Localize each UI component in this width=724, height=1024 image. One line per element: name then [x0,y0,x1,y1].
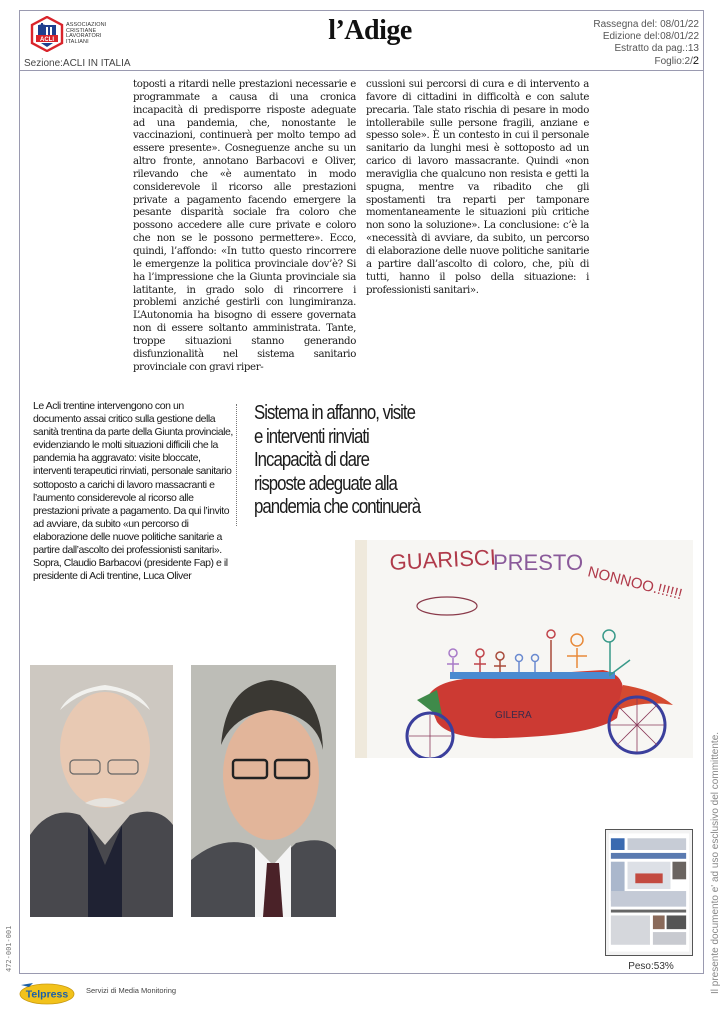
child-drawing-image [355,540,693,758]
estratto-page: Estratto da pag.:13 [614,43,699,54]
headline-line: pandemia che continuerà [254,495,421,518]
newspaper-masthead: l’Adige [328,15,412,46]
foglio-prefix: Foglio:2/ [654,56,693,67]
disclaimer-text: Il presente documento e' ad uso esclusivo del committente. [710,731,721,994]
clipping-meta [593,19,699,68]
acli-logo-text: ACLI [40,37,54,43]
article-column-1: toposti a ritardi nelle prestazioni necessarie e programmate a causa di una cronica incapacità di predisporre risposte adeguate ad una pandemia, che, nonostante le vaccinazioni, continuerà per molto tempo ad essere presente». Cosneguenze anche su un altro fronte, annotano Barbacovi e Oliver, rilevando che «è aumentato in modo considerevole il ricorso alle prestazioni private a pagamento facendo emergere la pesante disparità sociale fra coloro che possono accedere alle cure private e coloro che non se le possono permettere». Ecco, quindi, l’affondo: «In tutto questo rincorrere le emergenze la politica provinciale dov’è? Si ha l’impressione che la Giunta provinciale sia latitante, in grado solo di rincorrere i problemi anziché gestirli con lungimiranza. L’Autonomia ha bisogno di essere governata non di essere soltanto amministrata. Tante, troppe situazioni stanno generando disfunzionalità nel sistema sanitario provinciale con gravi riper- [133,79,356,373]
article-summary [33,400,233,583]
headline-line: Sistema in affanno, visite [254,401,415,424]
logo-line: LAVORATORI [66,33,102,40]
summary-text: Le Acli trentine intervengono con un documento assai critico sulla gestione della sanità trentina da parte della Giunta provinciale, evidenziando le molti situazioni difficili che la pandemia ha aggravato: visite bloccate, interventi terapeutici rinviati, personale sanitario sottoposto a carichi di lavoro massacranti e l’aumento considerevole al ricorso alle prestazioni private a pagamento. Da qui l’invito ad avviare, da subito «un percorso di elaborazione delle nuove politiche sanitarie a partire dall’ascolto dei professionisti sanitari». [33,400,233,557]
drawing-text-presto: PRESTO [493,550,584,575]
edizione-date: Edizione del:08/01/22 [602,31,699,42]
headline-line: Incapacità di dare [254,448,369,471]
drawing-text-nonno: NONNOO.!!!!!! [586,563,684,604]
dotted-divider [236,404,237,526]
photo-caption: Sopra, Claudio Barbacovi (presidente Fap) e il presidente di Acli trentine, Luca Oliver [33,557,228,583]
photo-claudio-barbacovi [30,665,173,917]
article-column-2: cussioni sui percorsi di cura e di intervento a favore di cittadini in difficoltà e con salute precaria. Tale stato rischia di pesare in modo intollerabile sulle persone fragili, anziane e spesso sole». È un contesto in cui il personale sanitario da lunghi mesi è sottoposto ad un carico di lavoro massacrante. Quindi «non meraviglia che qualcuno non resista e getti la spugna, mentre va ribadito che gli spostamenti tra reparti per tamponare momentaneamente le situazioni più critiche non sono la soluzione». La conclusione: c’è la «necessità di avviare, da subito, un percorso di elaborazione delle nuove politiche sanitarie a partire dall’ascolto di coloro, che, più di tutti, hanno il polso della situazione: i professionisti sanitari». [366,79,589,296]
telpress-logo [19,981,75,1005]
header-divider [19,70,704,71]
section-label: Sezione:ACLI IN ITALIA [24,58,131,69]
acli-logo [30,16,64,52]
acli-logo-caption [66,23,106,45]
foglio [593,55,699,68]
telpress-tagline: Servizi di Media Monitoring [86,986,177,995]
logo-line: ITALIANI [66,38,89,45]
foglio-total: 2 [692,55,699,67]
document-code: 472-001-001 [5,925,13,972]
drawing-car-label: GILERA [495,710,532,721]
headline-line: e interventi rinviati [254,424,369,448]
telpress-logo-text: Telpress [25,988,69,1001]
page-thumbnail [605,829,693,956]
rassegna-date: Rassegna del: 08/01/22 [593,19,699,30]
drawing-text-guarisci: GUARISCI [388,544,497,575]
peso-percent: Peso:53% [628,961,674,972]
article-headline [254,401,500,519]
logo-line: CRISTIANE [66,27,97,34]
headline-line: risposte adeguate alla [254,471,397,495]
logo-line: ASSOCIAZIONI [66,22,107,28]
photo-luca-oliver [191,665,336,917]
